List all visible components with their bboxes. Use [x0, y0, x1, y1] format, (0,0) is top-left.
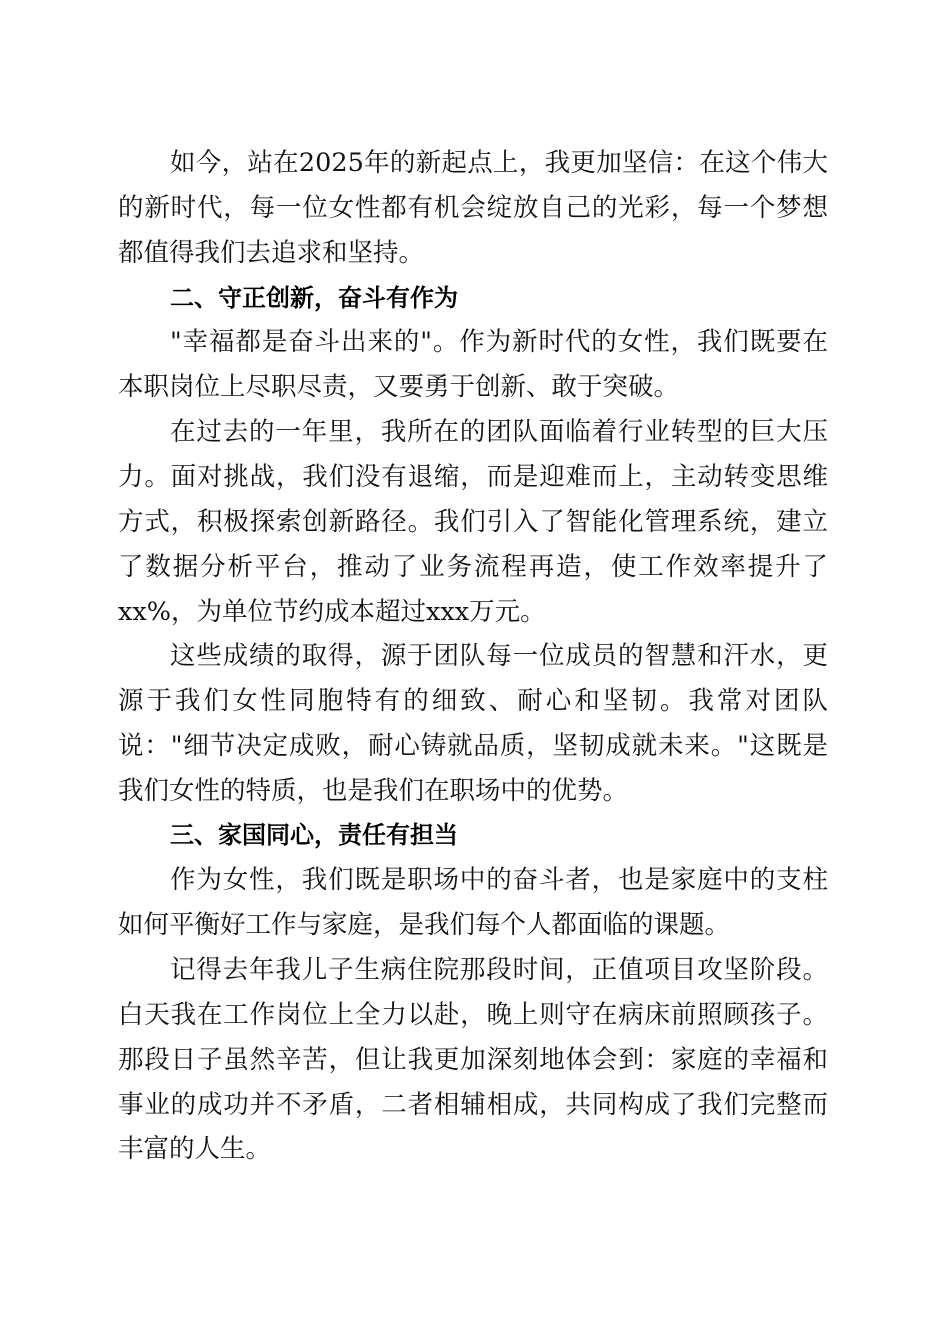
paragraph-3-line-1: 在过去的一年里，我所在的团队面临着行业转型的巨大压: [170, 417, 828, 447]
paragraph-6-line-3: 那段日子虽然辛苦，但让我更加深刻地体会到：家庭的幸福和: [118, 1045, 828, 1075]
section-heading-2: 二、守正创新，奋斗有作为: [170, 284, 458, 312]
section-heading-3: 三、家国同心，责任有担当: [170, 821, 458, 849]
paragraph-6-line-4: 事业的成功并不矛盾，二者相辅相成，共同构成了我们完整而: [118, 1090, 828, 1120]
paragraph-3-line-5: xx%，为单位节约成本超过xxx万元。: [118, 597, 546, 627]
paragraph-4-line-4: 我们女性的特质，也是我们在职场中的优势。: [118, 776, 629, 806]
paragraph-6-line-2: 白天我在工作岗位上全力以赴，晚上则守在病床前照顾孩子。: [118, 1000, 828, 1030]
paragraph-6-line-1: 记得去年我儿子生病住院那段时间，正值项目攻坚阶段。: [170, 955, 828, 985]
paragraph-4-line-2: 源于我们女性同胞特有的细致、耐心和坚韧。我常对团队: [118, 686, 828, 716]
paragraph-5-line-1: 作为女性，我们既是职场中的奋斗者，也是家庭中的支柱: [170, 865, 828, 895]
paragraph-1-line-2: 的新时代，每一位女性都有机会绽放自己的光彩，每一个梦想: [118, 193, 828, 223]
paragraph-1-line-3: 都值得我们去追求和坚持。: [118, 238, 425, 268]
paragraph-4-line-3: 说："细节决定成败，耐心铸就品质，坚韧成就未来。"这既是: [118, 731, 828, 761]
paragraph-1-line-1: 如今，站在2025年的新起点上，我更加坚信：在这个伟大: [170, 148, 828, 178]
paragraph-4-line-1: 这些成绩的取得，源于团队每一位成员的智慧和汗水，更: [170, 641, 828, 671]
paragraph-3-line-3: 方式，积极探索创新路径。我们引入了智能化管理系统，建立: [118, 507, 828, 537]
paragraph-2-line-1: "幸福都是奋斗出来的"。作为新时代的女性，我们既要在: [170, 327, 828, 357]
paragraph-3-line-4: 了数据分析平台，推动了业务流程再造，使工作效率提升了: [118, 552, 828, 582]
paragraph-2-line-2: 本职岗位上尽职尽责，又要勇于创新、敢于突破。: [118, 372, 680, 402]
paragraph-6-line-5: 丰富的人生。: [118, 1134, 272, 1164]
paragraph-5-line-2: 如何平衡好工作与家庭，是我们每个人都面临的课题。: [118, 910, 731, 940]
paragraph-3-line-2: 力。面对挑战，我们没有退缩，而是迎难而上，主动转变思维: [118, 462, 828, 492]
